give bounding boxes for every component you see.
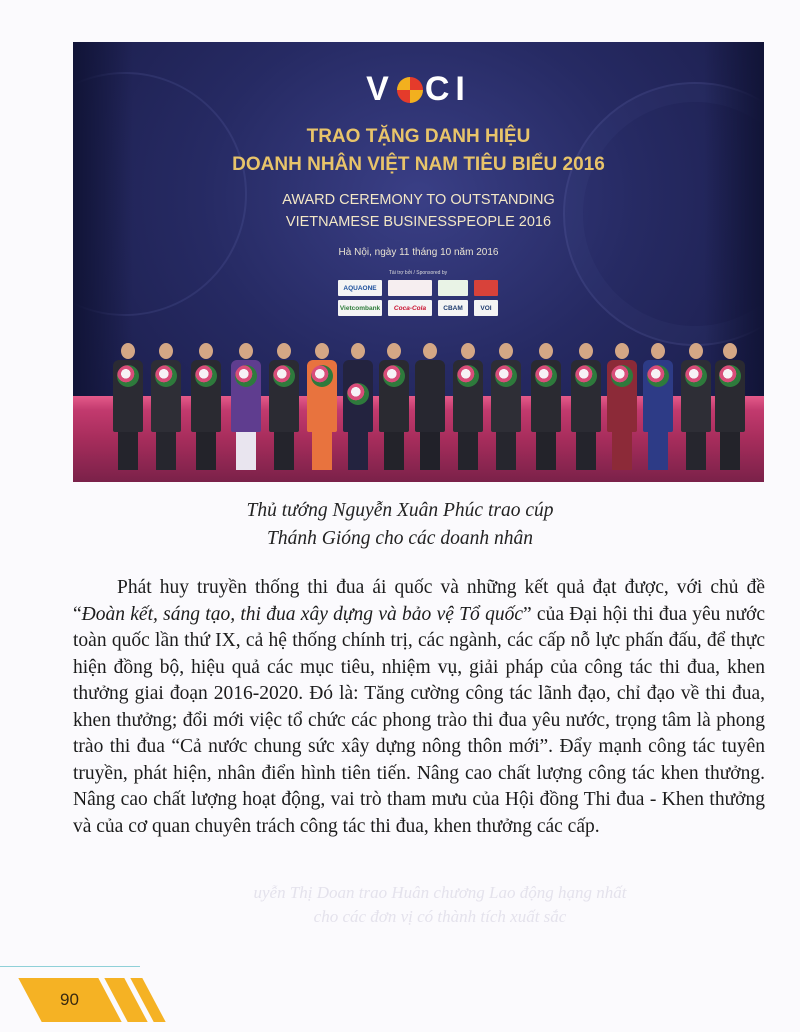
person xyxy=(379,343,409,470)
photo-caption-line-2: Thánh Gióng cho các doanh nhân xyxy=(267,528,533,549)
person xyxy=(191,343,221,470)
person xyxy=(531,343,561,470)
sponsor-logo xyxy=(474,280,498,296)
person xyxy=(571,343,601,470)
sponsor-logo: Vietcombank xyxy=(338,300,382,316)
person xyxy=(307,343,337,470)
photo-title-line-2: DOANH NHÂN VIỆT NAM TIÊU BIỂU 2016 xyxy=(232,154,605,175)
person xyxy=(607,343,637,470)
sponsor-heading: Tài trợ bởi / Sponsored by xyxy=(388,270,448,276)
sponsor-logos xyxy=(313,270,523,316)
photo-date: Hà Nội, ngày 11 tháng 10 năm 2016 xyxy=(338,247,499,258)
person xyxy=(151,343,181,470)
sponsor-logo xyxy=(438,280,468,296)
photo-subtitle-line-1: AWARD CEREMONY TO OUTSTANDING xyxy=(282,192,555,208)
person xyxy=(715,343,745,470)
bleed-through-line-1: uyễn Thị Doan trao Huân chương Lao động hạng nhất xyxy=(253,883,627,902)
vcci-logo-emblem-icon xyxy=(397,77,423,103)
person xyxy=(491,343,521,470)
footer-rule xyxy=(0,966,140,967)
person xyxy=(113,343,143,470)
photo-caption-line-1: Thủ tướng Nguyễn Xuân Phúc trao cúp xyxy=(246,500,554,521)
person xyxy=(681,343,711,470)
honorees-group xyxy=(103,330,743,470)
person xyxy=(453,343,483,470)
person xyxy=(231,343,261,470)
person xyxy=(643,343,673,470)
award-ceremony-photo xyxy=(73,42,764,482)
photo-subtitle-line-2: VIETNAMESE BUSINESSPEOPLE 2016 xyxy=(285,214,552,230)
sponsor-logo: AQUAONE xyxy=(338,280,382,296)
page-number: 90 xyxy=(60,990,79,1009)
sponsor-logo: CBAM xyxy=(438,300,468,316)
sponsor-logo xyxy=(388,280,432,296)
person xyxy=(343,343,373,470)
sponsor-logo: Coca-Cola xyxy=(388,300,432,316)
theme-emphasis: Đoàn kết, sáng tạo, thi đua xây dựng và bảo vệ Tổ quốc xyxy=(81,603,523,625)
person xyxy=(269,343,299,470)
body-paragraph: Phát huy truyền thống thi đua ái quốc và những kết quả đạt được, với chủ đề “Đoàn kết, sáng tạo, thi đua xây dựng và bảo vệ Tổ quốc” của Đại hội thi đua yêu nước toàn quốc lần thứ IX, cả hệ thống chính trị, các ngành, các cấp nỗ lực phấn đấu, để thực hiện đồng bộ, hiệu quả các mục tiêu, nhiệm vụ, giải pháp của công tác thi đua, khen thưởng giai đoạn 2016-2020. Đó là: Tăng cường công tác lãnh đạo, chỉ đạo về thi đua, khen thưởng; đổi mới việc tổ chức các phong trào thi đua yêu nước, trọng tâm là phong trào thi đua “Cả nước chung sức xây dựng nông thôn mới”. Đẩy mạnh công tác tuyên truyền, phát hiện, nhân điển hình tiên tiến. Nâng cao chất lượng công tác khen thưởng. Nâng cao chất lượng hoạt động, vai trò tham mưu của Hội đồng Thi đua - Khen thưởng và của cơ quan chuyên trách công tác thi đua, khen thưởng các cấp. xyxy=(73,577,765,837)
person xyxy=(415,343,445,470)
sponsor-logo: VOI xyxy=(474,300,498,316)
vcci-logo: V CI xyxy=(366,70,471,108)
bleed-through-line-2: cho các đơn vị có thành tích xuất sắc xyxy=(313,907,567,926)
photo-title-line-1: TRAO TẶNG DANH HIỆU xyxy=(306,126,531,147)
